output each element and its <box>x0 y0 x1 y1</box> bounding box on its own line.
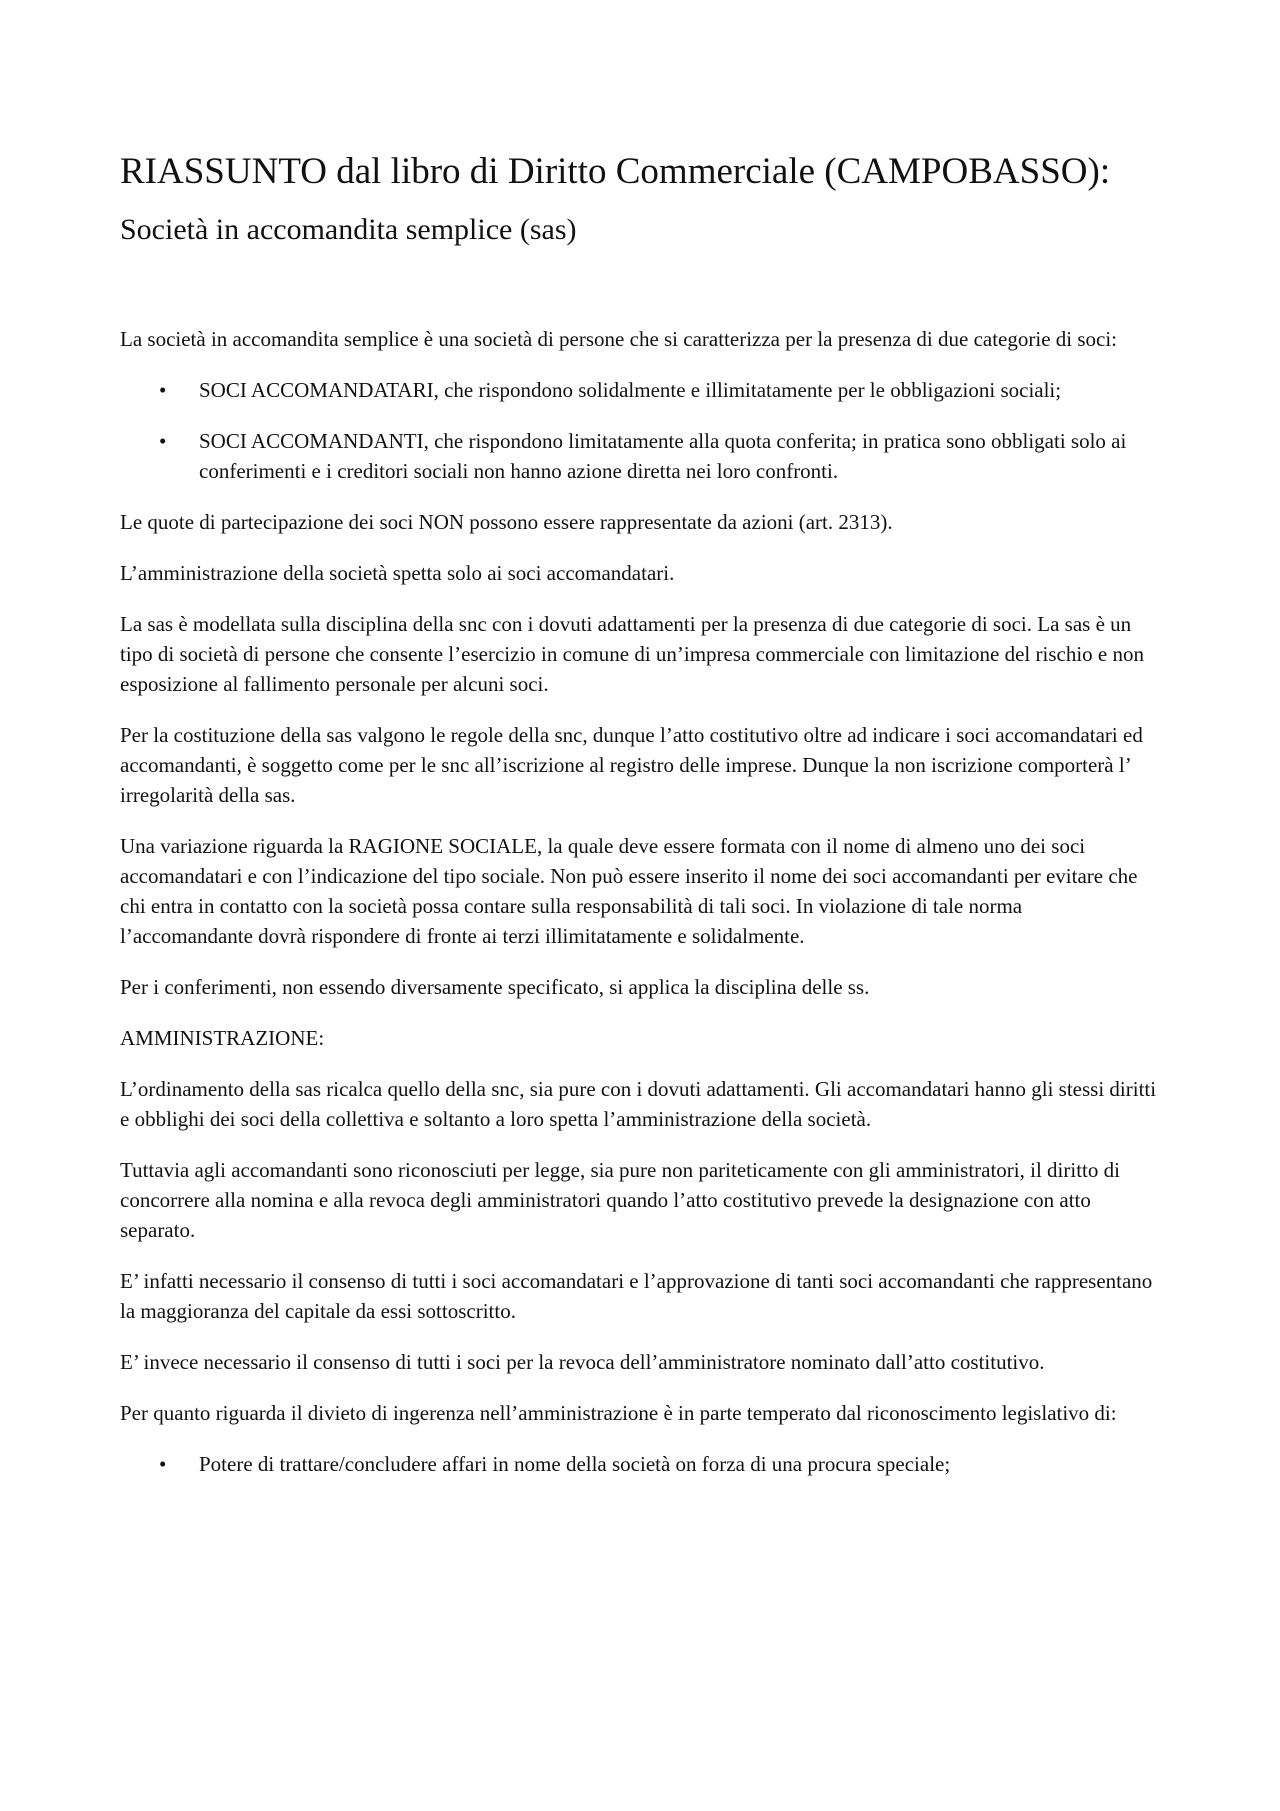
section-heading: AMMINISTRAZIONE: <box>120 1026 325 1051</box>
list-item-text: SOCI ACCOMANDATARI, che rispondono solidalmente e illimitatamente per le obbligazioni sociali; <box>199 378 1062 403</box>
bullet-icon: • <box>159 429 167 454</box>
list-item-text: Potere di trattare/concludere affari in nome della società on forza di una procura speciale; <box>199 1452 951 1477</box>
list-item <box>120 1449 1160 1479</box>
list-item <box>120 375 1160 405</box>
paragraph: E’ infatti necessario il consenso di tutti i soci accomandatari e l’approvazione di tanti soci accomandanti che rappresentano la maggioranza del capitale da essi sottoscritto. <box>120 1269 1153 1324</box>
paragraph: Per i conferimenti, non essendo diversamente specificato, si applica la disciplina delle ss. <box>120 975 870 1000</box>
powers-list <box>120 1449 1160 1479</box>
paragraph: L’amministrazione della società spetta solo ai soci accomandatari. <box>120 561 675 586</box>
paragraph: E’ invece necessario il consenso di tutti i soci per la revoca dell’amministratore nominato dall’atto costitutivo. <box>120 1350 1045 1375</box>
paragraph: L’ordinamento della sas ricalca quello della snc, sia pure con i dovuti adattamenti. Gli accomandatari hanno gli stessi diritti e obblighi dei soci della collettiva e soltanto a loro spetta l’amministrazione della società. <box>120 1077 1157 1132</box>
paragraph: Per quanto riguarda il divieto di ingerenza nell’amministrazione è in parte temperato dal riconoscimento legislativo di: <box>120 1401 1117 1426</box>
document-page <box>120 150 1160 1500</box>
list-item-text: SOCI ACCOMANDANTI, che rispondono limitatamente alla quota conferita; in pratica sono obbligati solo ai conferimenti e i creditori sociali non hanno azione diretta nei loro confronti. <box>199 429 1127 484</box>
paragraph: Per la costituzione della sas valgono le regole della snc, dunque l’atto costitutivo oltre ad indicare i soci accomandatari ed accomandanti, è soggetto come per le snc all’iscrizione al registro delle imprese. Dunque la non iscrizione comporterà l’ irregolarità della sas. <box>120 723 1143 808</box>
bullet-icon: • <box>159 378 167 403</box>
document-subtitle: Società in accomandita semplice (sas) <box>120 213 577 247</box>
paragraph: Una variazione riguarda la RAGIONE SOCIALE, la quale deve essere formata con il nome di almeno uno dei soci accomandatari e con l’indicazione del tipo sociale. Non può essere inserito il nome dei soci accomandanti per evitare che chi entra in contatto con la società possa contare sulla responsabilità di tali soci. In violazione di tale norma l’accomandante dovrà rispondere di fronte ai terzi illimitatamente e solidalmente. <box>120 834 1138 949</box>
document-title: RIASSUNTO dal libro di Diritto Commerciale (CAMPOBASSO): <box>120 151 1111 192</box>
bullet-icon: • <box>159 1452 167 1477</box>
soci-list <box>120 375 1160 486</box>
paragraph: La sas è modellata sulla disciplina della snc con i dovuti adattamenti per la presenza di due categorie di soci. La sas è un tipo di società di persone che consente l’esercizio in comune di un’impresa commerciale con limitazione del rischio e non esposizione al fallimento personale per alcuni soci. <box>120 612 1144 697</box>
intro-paragraph: La società in accomandita semplice è una società di persone che si caratterizza per la presenza di due categorie di soci: <box>120 327 1118 352</box>
paragraph: Le quote di partecipazione dei soci NON possono essere rappresentate da azioni (art. 2313). <box>120 510 893 535</box>
list-item <box>120 426 1160 486</box>
paragraph: Tuttavia agli accomandanti sono riconosciuti per legge, sia pure non pariteticamente con gli amministratori, il diritto di concorrere alla nomina e alla revoca degli amministratori quando l’atto costitutivo prevede la designazione con atto separato. <box>120 1158 1120 1243</box>
